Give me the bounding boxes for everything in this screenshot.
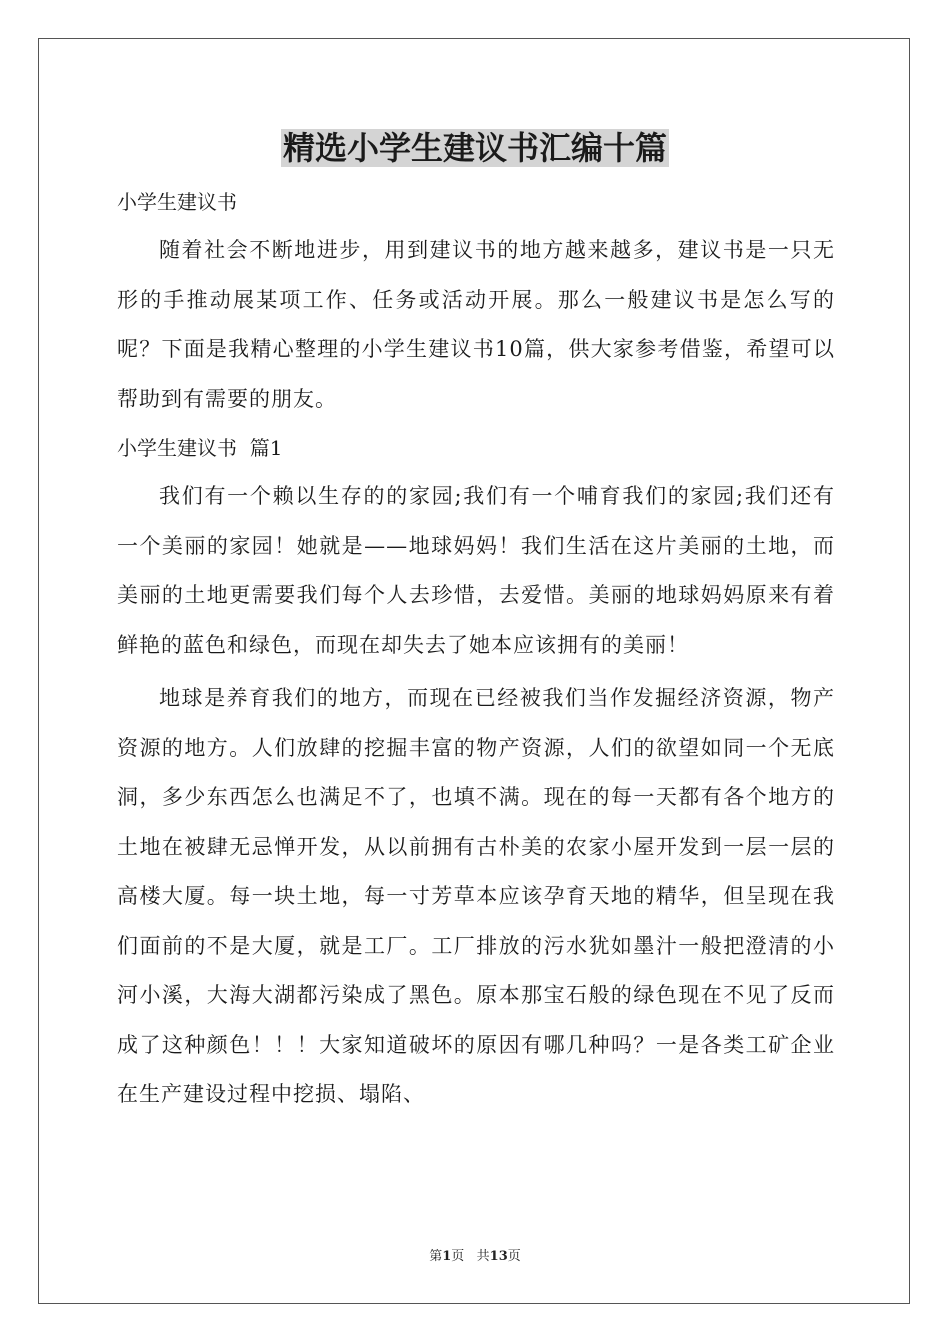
- document-title: [0, 126, 950, 170]
- page-total-number: 13: [489, 1249, 508, 1264]
- document-body: [117, 178, 835, 1120]
- section-1-paragraph-1: 我们有一个赖以生存的的家园;我们有一个哺育我们的家园;我们还有一个美丽的家园！她就是——地球妈妈！我们生活在这片美丽的土地，而美丽的土地更需要我们每个人去珍惜，去爱惜。美丽的地球妈妈原来有着鲜艳的蓝色和绿色，而现在却失去了她本应该拥有的美丽！: [117, 484, 835, 657]
- intro-paragraph: 随着社会不断地进步，用到建议书的地方越来越多，建议书是一只无形的手推动展某项工作、任务或活动开展。那么一般建议书是怎么写的呢？下面是我精心整理的小学生建议书10篇，供大家参考借鉴，希望可以帮助到有需要的朋友。: [117, 238, 835, 411]
- section-1-heading: 小学生建议书 篇1: [117, 436, 283, 460]
- page-suffix: 页: [507, 1249, 521, 1264]
- page-mid: 页 共: [451, 1249, 490, 1264]
- section-1-paragraph-2: 地球是养育我们的地方，而现在已经被我们当作发掘经济资源，物产资源的地方。人们放肆的挖掘丰富的物产资源，人们的欲望如同一个无底洞，多少东西怎么也满足不了，也填不满。现在的每一天都有各个地方的土地在被肆无忌惮开发，从以前拥有古朴美的农家小屋开发到一层一层的高楼大厦。每一块土地，每一寸芳草本应该孕育天地的精华，但呈现在我们面前的不是大厦，就是工厂。工厂排放的污水犹如墨汁一般把澄清的小河小溪，大海大湖都污染成了黑色。原本那宝石般的绿色现在不见了反而成了这种颜色！！！大家知道破坏的原因有哪几种吗？一是各类工矿企业在生产建设过程中挖损、塌陷、: [117, 686, 835, 1106]
- page-current-number: 1: [442, 1249, 452, 1264]
- document-title-text: 精选小学生建议书汇编十篇: [282, 129, 667, 167]
- page-prefix: 第: [429, 1249, 443, 1264]
- page-footer: [0, 1245, 950, 1264]
- intro-heading: 小学生建议书: [117, 190, 237, 214]
